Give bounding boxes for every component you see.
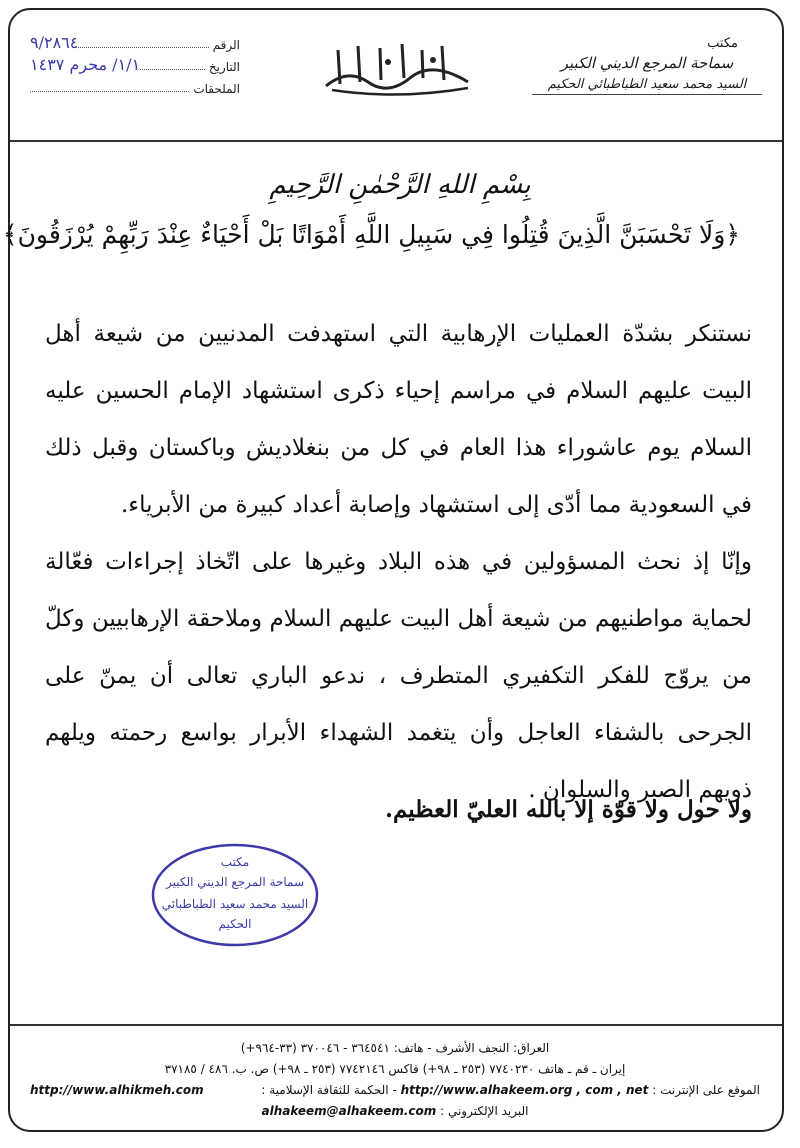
number-label: الرقم <box>212 38 240 52</box>
website-label: الموقع على الإنترنت : <box>652 1083 760 1097</box>
email-link[interactable]: alhakeem@alhakeem.com <box>261 1104 437 1118</box>
name-line: السيد محمد سعيد الطباطبائي الحكيم <box>532 77 762 95</box>
stamp-line3: السيد محمد سعيد الطباطبائي <box>161 897 309 911</box>
bismillah-heading: بِسْمِ اللهِ الرَّحْمٰنِ الرَّحِيمِ <box>269 170 531 200</box>
dotted-line <box>30 90 189 92</box>
paragraph-condemnation: نستنكر بشدّة العمليات الإرهابية التي استهدفت المدنيين من شيعة أهل البيت عليهم السلام في مراسم إحياء ذكرى استشهاد الإمام الحسين عليه السلام يوم عاشوراء هذا العام في كل من بنغلاديش وباكستان وقبل ذلك في السعودية مما أدّى إلى استشهاد وإصابة أعداد كبيرة من الأبرياء. <box>45 321 752 518</box>
header-divider <box>10 140 782 142</box>
letter-body <box>45 306 752 819</box>
office-label: مكتب <box>707 36 738 51</box>
culture-label: - الحكمة للثقافة الإسلامية : <box>261 1083 397 1097</box>
stamp-line2: سماحة المرجع الديني الكبير <box>165 875 305 889</box>
office-letterhead <box>532 36 762 95</box>
bismillah-calligraphy-logo <box>318 38 478 96</box>
attachments-label: الملحقات <box>193 82 240 96</box>
date-row <box>30 52 240 74</box>
closing-phrase: ولا حول ولا قوّة إلا بالله العليّ العظيم. <box>384 796 752 823</box>
authority-line: سماحة المرجع الديني الكبير <box>560 54 734 72</box>
stamp-line4: الحكيم <box>218 917 252 931</box>
footer-divider <box>10 1024 782 1026</box>
paragraph-appeal: وإنّا إذ نحث المسؤولين في هذه البلاد وغيرها على اتّخاذ إجراءات فعّالة لحماية مواطنيهم من شيعة أهل البيت عليهم السلام وملاحقة الإرهابيين وكلّ من يروّج للفكر التكفيري المتطرف ، ندعو الباري تعالى أن يمنّ على الجرحى بالشفاء العاجل وأن يتغمد الشهداء الأبرار بواسع رحمته ويلهم ذويهم الصبر والسلوان . <box>45 549 752 803</box>
dotted-line <box>78 46 208 48</box>
stamp-line1: مكتب <box>220 855 250 869</box>
website-group <box>261 1080 760 1101</box>
date-label: التاريخ <box>208 60 240 74</box>
date-value: ١/١/ محرم ١٤٣٧ <box>30 55 141 74</box>
dotted-line <box>140 68 205 70</box>
reference-block <box>30 30 240 96</box>
footer-contacts <box>30 1038 760 1122</box>
email-label: البريد الإلكتروني : <box>440 1104 529 1118</box>
number-value: ٩/٢٨٦٤ <box>30 33 79 52</box>
quran-verse: ﴿وَلَا تَحْسَبَنَّ الَّذِينَ قُتِلُوا فِي سَبِيلِ اللَّهِ أَمْوَاتًا بَلْ أَحْيَاءٌ عِنْدَ رَبِّهِمْ يُرْزَقُونَ﴾ <box>2 220 740 249</box>
website-row <box>30 1080 760 1101</box>
office-stamp <box>150 842 320 948</box>
iran-contact: إيران ـ قم ـ هاتف ٧٧٤٠٢٣٠ (٢٥٣ ـ ٩٨+) فاكس ٧٧٤٢١٤٦ (٢٥٣ ـ ٩٨+) ص. ب. ٤٨٦ / ٣٧١٨٥ <box>164 1062 626 1076</box>
attachments-row <box>30 74 240 96</box>
website-urls[interactable]: http://www.alhakeem.org , com , net <box>400 1083 649 1097</box>
culture-url[interactable]: http://www.alhikmeh.com <box>30 1083 204 1097</box>
email-row <box>30 1101 760 1122</box>
reference-number-row <box>30 30 240 52</box>
iraq-contact: العراق: النجف الأشرف - هاتف: ٣٦٤٥٤١ - ٣٧٠٠٤٦ (٣٣-٩٦٤+) <box>240 1041 550 1055</box>
